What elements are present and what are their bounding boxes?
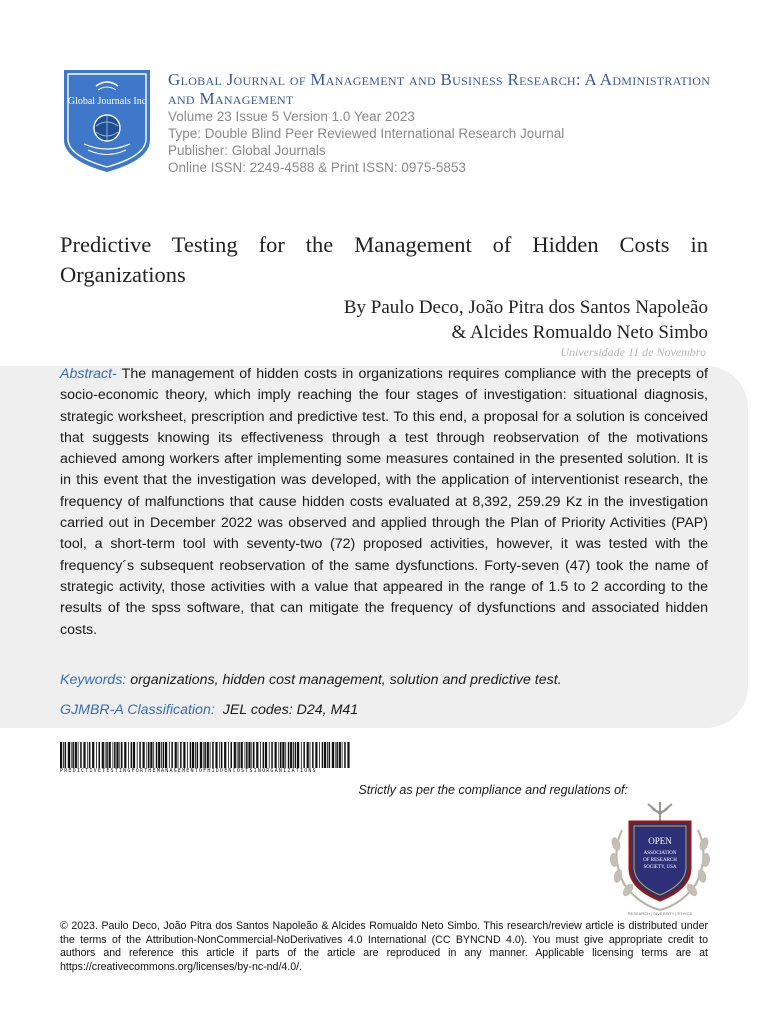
journal-type: Type: Double Blind Peer Reviewed International Research Journal — [168, 126, 565, 141]
barcode-caption: PREDICTIVETESTINGFORTHEMANAGEMENTOFHIDDENCOSTSINORGANIZATIONS — [60, 768, 317, 774]
journal-volume: Volume 23 Issue 5 Version 1.0 Year 2023 — [168, 109, 415, 124]
global-journals-logo — [60, 56, 154, 174]
classification-value: JEL codes: D24, M41 — [222, 702, 359, 718]
logo-shield-icon — [60, 56, 154, 174]
seal-society-text: SOCIETY, USA — [643, 865, 677, 870]
abstract-label: Abstract- — [60, 366, 117, 382]
seal-motto-text: RESEARCH | DIVERSITY | ETHICS — [627, 911, 693, 916]
copyright-footer: © 2023. Paulo Deco, João Pitra dos Santos Napoleão & Alcides Romualdo Neto Simbo. This research/review article is distributed under the terms of the Attribution-NonCommercial-NoDerivatives 4.0 International (CC BYNCND 4.0). You must give appropriate credit to authors and reference this article if parts of the article are reproduced in any manner. Applicable licensing terms are at https://creativecommons.org/licenses/by-nc-nd/4.0/. — [60, 920, 708, 973]
journal-title: Global Journal of Management and Business Research: A Administration and Management — [168, 70, 711, 108]
journal-publisher: Publisher: Global Journals — [168, 143, 326, 158]
authors-line-2: & Alcides Romualdo Neto Simbo — [451, 322, 708, 343]
author-affiliation: Universidade 11 de Novembro — [560, 345, 706, 359]
keywords-value: organizations, hidden cost management, solution and predictive test. — [130, 672, 562, 688]
abstract-text: The management of hidden costs in organizations requires compliance with the precepts of socio-economic theory, which imply reaching the four stages of investigation: situational diagnosis, strategic worksheet, prescription and predictive test. To this end, a proposal for a solution is conceived that suggests knowing its effectiveness through a test through reobservation of the motivations achieved among workers after implementing some measures contained in the presented solution. It is in this event that the investigation was developed, with the application of interventionist research, the frequency of malfunctions that cause hidden costs evaluated at 8,392, 259.29 Kz in the investigation carried out in December 2022 was observed and applied through the Plan of Priority Activities (PAP) tool, a short-term tool with seventy-two (72) proposed activities, however, it was tested with the frequency´s subsequent reobservation of the same dysfunctions. Forty-seven (47) took the name of strategic activity, those activities with a value that appeared in the range of 1.5 to 2 according to the results of the spss software, that can mitigate the frequency of dysfunctions and associated hidden costs. — [60, 366, 708, 638]
classification — [60, 702, 358, 718]
barcode-icon — [60, 742, 350, 768]
abstract — [60, 364, 708, 641]
keywords — [60, 672, 562, 688]
classification-label: GJMBR-A Classification: — [60, 702, 215, 718]
authors-line-1: By Paulo Deco, João Pitra dos Santos Napoleão — [343, 297, 708, 318]
logo-text: Global Journals Inc — [67, 96, 147, 107]
journal-issn: Online ISSN: 2249-4588 & Print ISSN: 0975-5853 — [168, 160, 466, 175]
seal-association-text: ASSOCIATION — [643, 851, 677, 856]
keywords-label: Keywords: — [60, 672, 127, 688]
seal-research-text: OF RESEARCH — [643, 858, 677, 863]
seal-open-text: OPEN — [648, 836, 672, 846]
article-title: Predictive Testing for the Management of Hidden Costs in Organizations — [60, 232, 708, 287]
compliance-text: Strictly as per the compliance and regulations of: — [358, 783, 628, 797]
open-association-seal-icon — [604, 800, 716, 918]
